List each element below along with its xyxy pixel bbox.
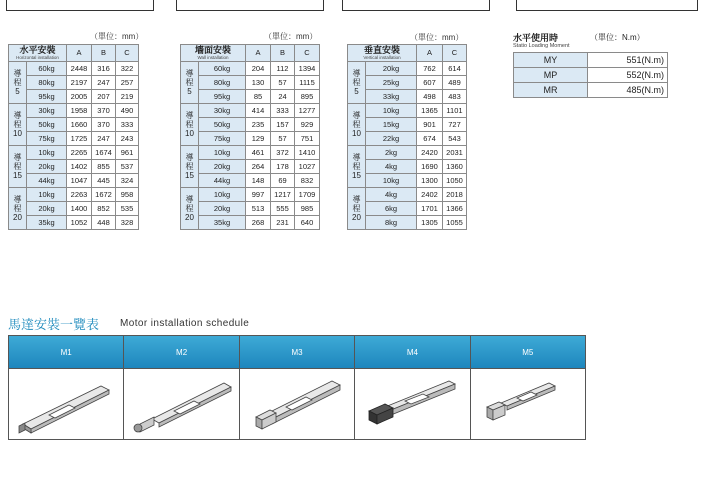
load-cell: 75kg <box>27 132 67 146</box>
moment-row <box>514 83 668 98</box>
value-cell: 1360 <box>443 160 467 174</box>
column-header: C <box>443 45 467 62</box>
value-cell: 324 <box>116 174 139 188</box>
table-header-row <box>9 45 139 62</box>
motor-m3-illustration <box>240 369 354 439</box>
value-cell: 333 <box>271 104 295 118</box>
table-header-row <box>348 45 467 62</box>
value-cell: 1410 <box>295 146 320 160</box>
wall-installation-table <box>180 44 320 230</box>
value-cell: 157 <box>271 118 295 132</box>
load-cell: 22kg <box>366 132 417 146</box>
value-cell: 2448 <box>67 62 92 76</box>
value-cell: 727 <box>443 118 467 132</box>
value-cell: 235 <box>246 118 271 132</box>
table-row <box>9 146 139 160</box>
value-cell: 640 <box>295 216 320 230</box>
value-cell: 498 <box>417 90 443 104</box>
table-row <box>181 62 320 76</box>
moment-name: MR <box>514 83 588 98</box>
moment-value: 552(N.m) <box>588 68 668 83</box>
value-cell: 1365 <box>417 104 443 118</box>
moment-name: MY <box>514 53 588 68</box>
load-cell: 30kg <box>199 104 246 118</box>
table-row <box>348 216 467 230</box>
table-row <box>9 118 139 132</box>
value-cell: 2005 <box>67 90 92 104</box>
value-cell: 751 <box>295 132 320 146</box>
table-title: 墻面安裝 <box>194 45 231 55</box>
table-row <box>348 146 467 160</box>
value-cell: 328 <box>116 216 139 230</box>
value-cell: 1047 <box>67 174 92 188</box>
load-cell: 4kg <box>366 188 417 202</box>
value-cell: 257 <box>116 76 139 90</box>
table-row <box>9 76 139 90</box>
value-cell: 264 <box>246 160 271 174</box>
lead-group-label: 導 程 20 <box>181 188 199 230</box>
table-row <box>348 132 467 146</box>
top-box-2 <box>176 0 324 11</box>
value-cell: 543 <box>443 132 467 146</box>
top-box-3 <box>342 0 490 11</box>
value-cell: 129 <box>246 132 271 146</box>
table-row <box>348 188 467 202</box>
lead-group-label: 導 程 20 <box>348 188 366 230</box>
lead-group-label: 導 程 10 <box>9 104 27 146</box>
load-cell: 50kg <box>27 118 67 132</box>
table-row <box>9 62 139 76</box>
table-title-cell <box>9 45 67 62</box>
table-row <box>348 76 467 90</box>
load-cell: 20kg <box>366 62 417 76</box>
value-cell: 483 <box>443 90 467 104</box>
value-cell: 1055 <box>443 216 467 230</box>
motor-header: M2 <box>124 336 238 369</box>
load-cell: 60kg <box>27 62 67 76</box>
table-row <box>9 104 139 118</box>
table-row <box>9 216 139 230</box>
value-cell: 1400 <box>67 202 92 216</box>
value-cell: 2018 <box>443 188 467 202</box>
table-subtitle: Vertical installation <box>363 55 401 60</box>
load-cell: 10kg <box>27 188 67 202</box>
motor-header: M5 <box>471 336 585 369</box>
value-cell: 1394 <box>295 62 320 76</box>
motor-m5-illustration <box>471 369 585 439</box>
column-header: B <box>92 45 116 62</box>
motor-header: M3 <box>240 336 354 369</box>
table-row <box>9 174 139 188</box>
lead-group-label: 導 程 5 <box>9 62 27 104</box>
load-cell: 44kg <box>27 174 67 188</box>
value-cell: 1690 <box>417 160 443 174</box>
column-header: A <box>246 45 271 62</box>
table-subtitle: Horizontal installation <box>16 55 59 60</box>
value-cell: 901 <box>417 118 443 132</box>
table-row <box>181 202 320 216</box>
load-cell: 50kg <box>199 118 246 132</box>
table-row <box>9 202 139 216</box>
load-cell: 20kg <box>199 160 246 174</box>
top-box-4 <box>516 0 698 11</box>
motor-section-subtitle: Motor installation schedule <box>120 318 250 329</box>
value-cell: 895 <box>295 90 320 104</box>
lead-group-label: 導 程 10 <box>181 104 199 146</box>
value-cell: 247 <box>92 76 116 90</box>
table-row <box>348 174 467 188</box>
value-cell: 1305 <box>417 216 443 230</box>
table-title: 垂直安裝 <box>363 45 400 55</box>
load-cell: 10kg <box>199 146 246 160</box>
table-row <box>181 146 320 160</box>
value-cell: 1674 <box>92 146 116 160</box>
table-row <box>181 104 320 118</box>
load-cell: 33kg <box>366 90 417 104</box>
load-cell: 15kg <box>366 118 417 132</box>
load-cell: 95kg <box>27 90 67 104</box>
column-header: C <box>295 45 320 62</box>
lead-group-label: 導 程 5 <box>181 62 199 104</box>
value-cell: 2197 <box>67 76 92 90</box>
table-row <box>181 216 320 230</box>
value-cell: 85 <box>246 90 271 104</box>
table-row <box>348 90 467 104</box>
value-cell: 316 <box>92 62 116 76</box>
value-cell: 322 <box>116 62 139 76</box>
table-row <box>181 160 320 174</box>
moment-table <box>513 52 668 98</box>
load-cell: 10kg <box>199 188 246 202</box>
column-header: A <box>67 45 92 62</box>
load-cell: 10kg <box>27 146 67 160</box>
load-cell: 20kg <box>27 202 67 216</box>
value-cell: 929 <box>295 118 320 132</box>
table-row <box>348 202 467 216</box>
value-cell: 243 <box>116 132 139 146</box>
load-cell: 10kg <box>366 174 417 188</box>
top-box-1 <box>6 0 154 11</box>
motor-column-m3 <box>239 336 354 439</box>
table-row <box>348 118 467 132</box>
value-cell: 247 <box>92 132 116 146</box>
value-cell: 1709 <box>295 188 320 202</box>
load-cell: 75kg <box>199 132 246 146</box>
motor-column-m1 <box>9 336 123 439</box>
value-cell: 2402 <box>417 188 443 202</box>
table-title-cell <box>348 45 417 62</box>
moment-name: MP <box>514 68 588 83</box>
table-row <box>181 118 320 132</box>
unit-label-1: （單位：mm） <box>90 32 144 41</box>
value-cell: 178 <box>271 160 295 174</box>
value-cell: 1027 <box>295 160 320 174</box>
value-cell: 762 <box>417 62 443 76</box>
value-cell: 537 <box>116 160 139 174</box>
value-cell: 268 <box>246 216 271 230</box>
value-cell: 1660 <box>67 118 92 132</box>
value-cell: 448 <box>92 216 116 230</box>
value-cell: 2263 <box>67 188 92 202</box>
value-cell: 445 <box>92 174 116 188</box>
value-cell: 148 <box>246 174 271 188</box>
value-cell: 2031 <box>443 146 467 160</box>
moment-row <box>514 53 668 68</box>
table-row <box>348 160 467 174</box>
value-cell: 219 <box>116 90 139 104</box>
vertical-installation-table <box>347 44 467 230</box>
moment-row <box>514 68 668 83</box>
motor-column-m2 <box>123 336 238 439</box>
value-cell: 535 <box>116 202 139 216</box>
lead-group-label: 導 程 15 <box>9 146 27 188</box>
lead-group-label: 導 程 15 <box>348 146 366 188</box>
unit-label-3: （單位：mm） <box>410 33 464 42</box>
table-row <box>181 174 320 188</box>
value-cell: 832 <box>295 174 320 188</box>
motor-header: M4 <box>355 336 469 369</box>
load-cell: 20kg <box>27 160 67 174</box>
value-cell: 607 <box>417 76 443 90</box>
load-cell: 6kg <box>366 202 417 216</box>
motor-header: M1 <box>9 336 123 369</box>
value-cell: 231 <box>271 216 295 230</box>
value-cell: 372 <box>271 146 295 160</box>
value-cell: 1277 <box>295 104 320 118</box>
value-cell: 958 <box>116 188 139 202</box>
load-cell: 2kg <box>366 146 417 160</box>
value-cell: 1672 <box>92 188 116 202</box>
column-header: A <box>417 45 443 62</box>
unit-label-2: （單位：mm） <box>264 32 318 41</box>
value-cell: 852 <box>92 202 116 216</box>
value-cell: 207 <box>92 90 116 104</box>
value-cell: 1300 <box>417 174 443 188</box>
load-cell: 35kg <box>27 216 67 230</box>
load-cell: 30kg <box>27 104 67 118</box>
motor-column-m4 <box>354 336 469 439</box>
load-cell: 44kg <box>199 174 246 188</box>
lead-group-label: 導 程 20 <box>9 188 27 230</box>
table-row <box>348 104 467 118</box>
moment-unit: （單位：N.m） <box>590 33 645 42</box>
load-cell: 10kg <box>366 104 417 118</box>
value-cell: 855 <box>92 160 116 174</box>
column-header: C <box>116 45 139 62</box>
value-cell: 1701 <box>417 202 443 216</box>
value-cell: 130 <box>246 76 271 90</box>
table-row <box>181 90 320 104</box>
value-cell: 370 <box>92 118 116 132</box>
motor-m2-illustration <box>124 369 238 439</box>
table-row <box>181 132 320 146</box>
value-cell: 997 <box>246 188 271 202</box>
value-cell: 57 <box>271 132 295 146</box>
value-cell: 2420 <box>417 146 443 160</box>
motor-m1-illustration <box>9 369 123 439</box>
value-cell: 513 <box>246 202 271 216</box>
motor-section-title: 馬達安裝一覽表 <box>8 317 100 332</box>
table-row <box>181 188 320 202</box>
table-header-row <box>181 45 320 62</box>
load-cell: 80kg <box>27 76 67 90</box>
value-cell: 414 <box>246 104 271 118</box>
load-cell: 60kg <box>199 62 246 76</box>
table-row <box>9 132 139 146</box>
lead-group-label: 導 程 5 <box>348 62 366 104</box>
moment-value: 485(N.m) <box>588 83 668 98</box>
horizontal-installation-table <box>8 44 139 230</box>
value-cell: 1402 <box>67 160 92 174</box>
value-cell: 1725 <box>67 132 92 146</box>
table-title-cell <box>181 45 246 62</box>
value-cell: 490 <box>116 104 139 118</box>
table-row <box>9 160 139 174</box>
load-cell: 35kg <box>199 216 246 230</box>
table-row <box>9 90 139 104</box>
lead-group-label: 導 程 15 <box>181 146 199 188</box>
value-cell: 57 <box>271 76 295 90</box>
value-cell: 24 <box>271 90 295 104</box>
value-cell: 1052 <box>67 216 92 230</box>
value-cell: 614 <box>443 62 467 76</box>
value-cell: 112 <box>271 62 295 76</box>
table-subtitle: Wall installation <box>197 55 229 60</box>
load-cell: 25kg <box>366 76 417 90</box>
value-cell: 204 <box>246 62 271 76</box>
motor-grid <box>8 335 586 440</box>
load-cell: 80kg <box>199 76 246 90</box>
column-header: B <box>271 45 295 62</box>
value-cell: 1958 <box>67 104 92 118</box>
value-cell: 555 <box>271 202 295 216</box>
load-cell: 4kg <box>366 160 417 174</box>
table-row <box>181 76 320 90</box>
moment-value: 551(N.m) <box>588 53 668 68</box>
table-row <box>348 62 467 76</box>
value-cell: 1101 <box>443 104 467 118</box>
lead-group-label: 導 程 10 <box>348 104 366 146</box>
value-cell: 333 <box>116 118 139 132</box>
table-title: 水平安裝 <box>19 45 56 55</box>
value-cell: 1050 <box>443 174 467 188</box>
motor-m4-illustration <box>355 369 469 439</box>
motor-column-m5 <box>470 336 585 439</box>
value-cell: 2265 <box>67 146 92 160</box>
value-cell: 961 <box>116 146 139 160</box>
load-cell: 20kg <box>199 202 246 216</box>
value-cell: 370 <box>92 104 116 118</box>
value-cell: 461 <box>246 146 271 160</box>
value-cell: 489 <box>443 76 467 90</box>
value-cell: 1115 <box>295 76 320 90</box>
table-row <box>9 188 139 202</box>
value-cell: 985 <box>295 202 320 216</box>
moment-subtitle: Statio Loading Moment <box>513 43 570 49</box>
load-cell: 8kg <box>366 216 417 230</box>
value-cell: 674 <box>417 132 443 146</box>
value-cell: 1366 <box>443 202 467 216</box>
load-cell: 95kg <box>199 90 246 104</box>
moment-title: 水平使用時 <box>513 33 559 43</box>
value-cell: 69 <box>271 174 295 188</box>
value-cell: 1217 <box>271 188 295 202</box>
